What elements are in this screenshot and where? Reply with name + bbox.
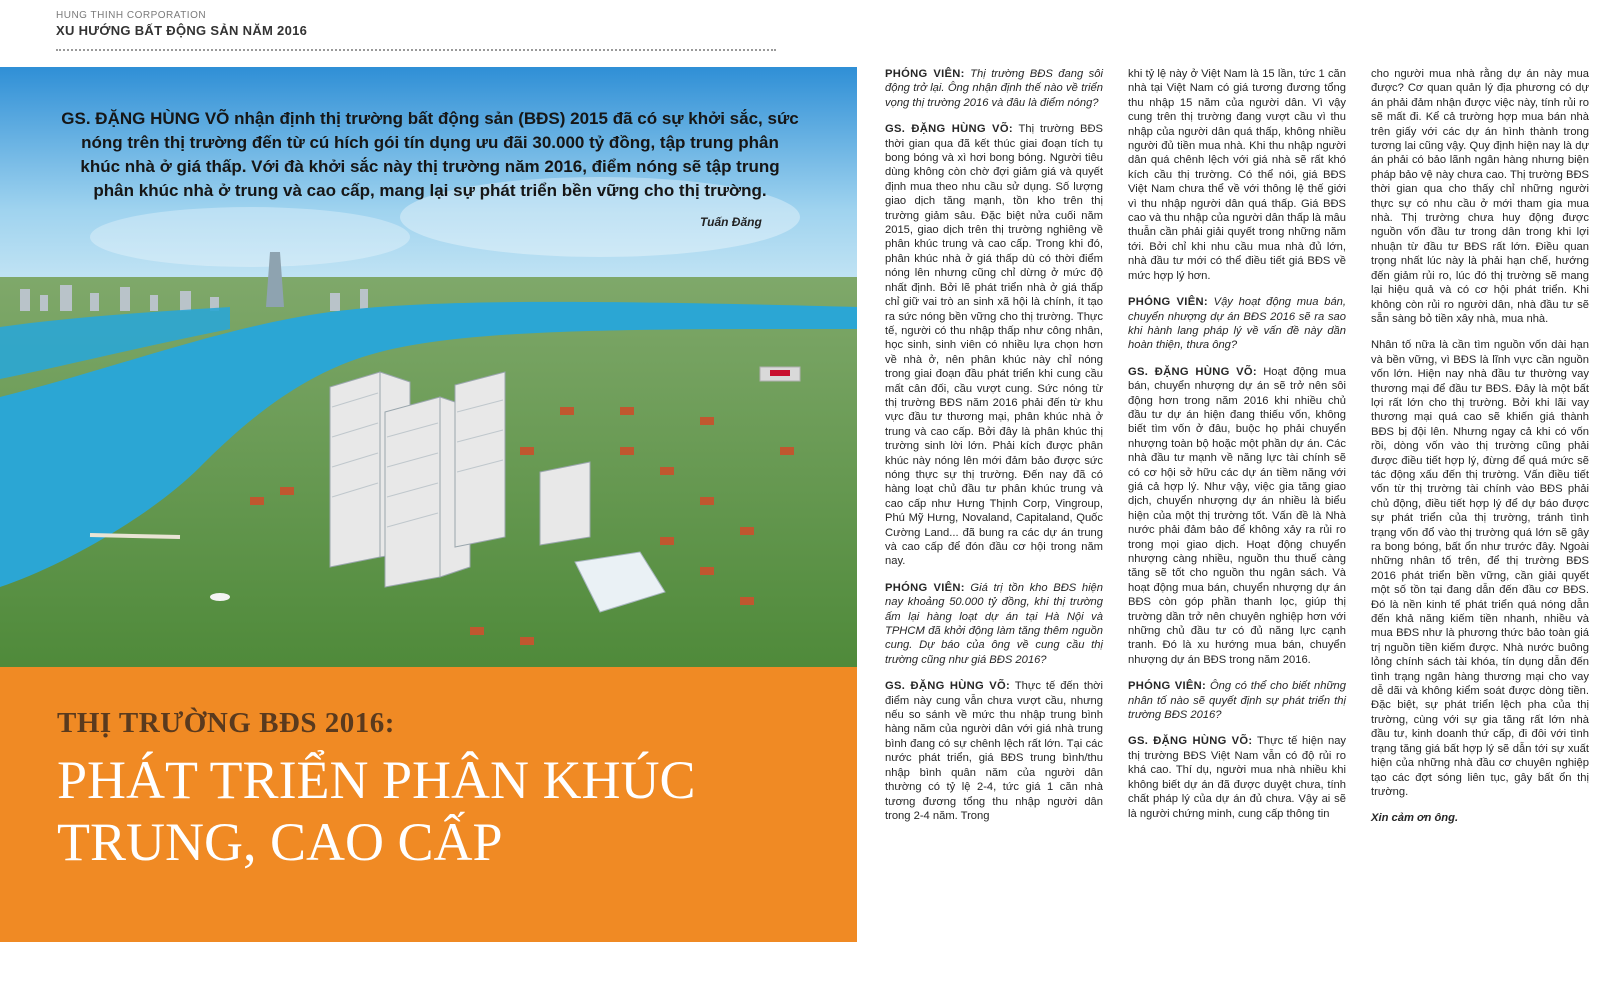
headline-block bbox=[0, 667, 857, 942]
question-1 bbox=[885, 67, 1103, 110]
answer-4-continued: cho người mua nhà rằng dự án này mua được? Cơ quan quản lý địa phương có dự án phải đảm nhận được việc này, tính rủi ro sẽ mất đi. Kể cả trường hợp mua bán nhà trên giấy với các dự án hình thành trong tương lai cũng vậy. Quy định hiện nay là dự án phải có bảo lãnh ngân hàng nhưng biện pháp bảo vệ này chưa cao. Thị trường BĐS thời gian qua cho thấy chỉ những người thực sự có nhu cầu ở mới tham gia mua nhà. Thị trường chưa huy động được nguồn vốn đầu tư trong dân trong khi lợi nhuận từ đầu tư BĐS rất lớn. Điều quan trọng nhất lúc này là phải hạn chế, hướng đến giảm rủi ro, lúc đó thị trường sẽ mang lại hiệu quả và có cơ hội phát triển. Khi không còn rủi ro người dân, nhà đầu tư sẽ sẵn sàng bỏ tiền xây nhà, mua nhà. bbox=[1371, 68, 1589, 325]
answer-2 bbox=[885, 679, 1103, 823]
closing-paragraph: Nhân tố nữa là cần tìm nguồn vốn dài hạn và bền vững, vì BĐS là lĩnh vực cần nguồn vốn lớn. Hiện nay nhà đầu tư thường vay thương mại để đầu tư BĐS. Đây là một bất lợi rất lớn cho thị trường. Bởi khi lãi vay thương mại quá cao sẽ khiến giá thành BĐS bị đội lên. Nhưng ngay cả khi có vốn rồi, dòng vốn vào thị trường cũng phải được điều tiết hợp lý, đừng để quá mức sẽ tác động xấu đến thị trường. Vấn điều tiết vốn từ thị trường tài chính vào BĐS phải chủ động, điều tiết hợp lý để dự báo được sự phát triển của thị trường, tránh tình trạng vốn đổ vào thị trường quá lớn sẽ gây ra bong bóng, bất ổn như trước đây. Ngoài những nhân tố trên, để thị trường BĐS 2016 phát triển bền vững, cần giải quyết một số tồn tại đang dẫn đến đầu cơ BĐS. Đó là nền kinh tế phát triển quá nóng dẫn đến khả năng kiếm tiền nhanh, nhiều và mua BĐS như là phương thức bảo toàn giá trị nguồn tiền kiếm được. Nhà nước buông lỏng chính sách tài khóa, tín dụng dẫn đến tình trạng ngân hàng thương mại cho vay dễ dãi và không kiểm soát được dòng tiền. Đặc biệt, sự phát triển lệch pha của thị trường, cùng với sự gia tăng rất lớn nhà đầu tư, kinh doanh thứ cấp, đi đôi với tình trạng tăng giá bất hợp lý sẽ dẫn tới sự xuất hiện của những nhà đầu cơ chuyên nghiệp tạo các đợt sóng liên tục, gây bất ổn thị trường. bbox=[1371, 339, 1589, 798]
article-column-3 bbox=[1371, 67, 1589, 838]
page-header bbox=[56, 10, 307, 38]
question-2 bbox=[885, 581, 1103, 667]
answer-4 bbox=[1128, 734, 1346, 820]
answer-1 bbox=[885, 122, 1103, 569]
expert-label: GS. ĐẶNG HÙNG VÕ: bbox=[1128, 365, 1257, 378]
boat bbox=[210, 593, 230, 601]
answer-text: Thực tế hiện nay thị trường BĐS Việt Nam vẫn có độ rủi ro khá cao. Thí dụ, người mua nhà nhiều khi không biết dự án đã được duyệt chưa, tính chất pháp lý của dự án đủ chưa. Vậy ai sẽ là người chứng minh, cung cấp thông tin bbox=[1128, 735, 1347, 820]
headline-kicker: THỊ TRƯỜNG BĐS 2016: bbox=[57, 707, 395, 739]
expert-label: GS. ĐẶNG HÙNG VÕ: bbox=[1128, 735, 1253, 748]
reporter-label: PHÓNG VIÊN: bbox=[885, 68, 965, 80]
answer-text: Thực tế đến thời điểm này cung vẫn chưa vượt cầu, nhưng nếu so sánh về mức thu nhập trung bình hàng năm của người dân với giá nhà trung bình đang có sự chênh lệch rất lớn. Tại các nước phát triển, giá BĐS trung bình/thu nhập bình quân năm của người dân thường có tỷ lệ 2-4, tức giá 1 căn nhà tương đương tổng thu nhập người dân trong 2-4 năm. Trong bbox=[885, 680, 1103, 822]
closing-thanks: Xin cảm ơn ông. bbox=[1371, 812, 1459, 825]
question-text: Vậy hoạt động mua bán, chuyển nhượng dự án BĐS 2016 sẽ ra sao khi hành lang pháp lý về vấn đề này dần hoàn thiện, thưa ông? bbox=[1128, 296, 1346, 352]
question-text: Giá trị tồn kho BĐS hiện nay khoảng 50.000 tỷ đồng, khi thị trường ấm lại hàng loạt dự án tại Hà Nội và TPHCM đã khởi động làm tăng thêm nguồn cung. Dự báo của ông về cung cầu thị trường cũng như giá BĐS 2016? bbox=[885, 581, 1104, 666]
expert-label: GS. ĐẶNG HÙNG VÕ: bbox=[885, 123, 1013, 136]
author-name: Tuấn Đăng bbox=[700, 215, 762, 229]
reporter-label: PHÓNG VIÊN: bbox=[1128, 680, 1207, 693]
question-text: Thị trường BĐS đang sôi động trở lại. Ông nhận định thế nào về triển vọng thị trường 2016 và đâu là điểm nóng? bbox=[885, 68, 1103, 109]
answer-2-continued: khi tỷ lệ này ở Việt Nam là 15 lần, tức 1 căn nhà tại Việt Nam có giá tương đương tổng thu nhập 15 năm của người dân. Vì vậy cung trên thị trường đang vượt cầu vì thu nhập của người dân quá thấp, không nhiều người đủ tiền mua nhà. Khi thu nhập người dân quá chênh lệch với giá nhà sẽ rất khó kích cầu thị trường. Có thể nói, giá BĐS Việt Nam chưa thể về với thông lệ thế giới vì thu nhập người dân quá thấp. Giá BĐS cao và thu nhập của người dân thấp là mâu thuẫn cần phải giải quyết trong những năm tới. Bởi chỉ khi nhu cầu mua nhà đủ lớn, nhà đầu tư mới có thể điều tiết giá BĐS về mức hợp lý hơn. bbox=[1128, 68, 1346, 282]
expert-label: GS. ĐẶNG HÙNG VÕ: bbox=[885, 680, 1011, 693]
reporter-label: PHÓNG VIÊN: bbox=[885, 581, 965, 594]
answer-text: Thị trường BĐS thời gian qua đã kết thúc giai đoạn tích tụ bong bóng và xì hơi bong bóng. Người tiêu dùng không còn chờ đợi giảm giá và quyết định mua theo nhu cầu sử dụng. Số lượng giao dịch tăng mạnh, tồn kho trên thị trường giảm sâu. Đặc biệt nửa cuối năm 2015, giao dịch trên thị trường nghiêng về phân khúc trung và cao cấp. Trong khi đó, phân khúc nhà ở giá thấp dù có thời điểm nóng lên nhưng cũng chỉ dừng ở mức độ nhất định. Bởi lẽ phát triển nhà ở giá thấp chỉ giữ vai trò an sinh xã hội là chính, ít tạo ra sức nóng bền vững cho thị trường. Thực tế, người có thu nhập thấp như công nhân, học sinh, sinh viên có nhiều lựa chọn hơn về nhà ở, nên phân khúc này chỉ nóng trong giai đoạn đầu phát triển khi cung cầu mất cân đối, cầu vượt cung. Sức nóng từ thị trường BĐS năm 2016 phải đến từ khu vực đầu tư thương mại, phân khúc nhà ở trung và cao cấp. Bởi đây là phân khúc thị trường sinh lời lớn. Phải kích được phân khúc này nóng lên mới đảm bảo được sức nóng thực sự thị trường. Đến nay đã có hàng loạt chủ đầu tư phân khúc trung và cao cấp như Hưng Thịnh Corp, Vingroup, Phú Mỹ Hưng, Novaland, Capitaland, Quốc Cường Land... đã bung ra các dự án trung và cao cấp để đón đầu cơ hội trong năm nay. bbox=[885, 123, 1103, 568]
article-column-2 bbox=[1128, 67, 1346, 833]
question-3 bbox=[1128, 295, 1346, 353]
dotted-divider bbox=[56, 49, 776, 51]
headline-line-1: PHÁT TRIỂN PHÂN KHÚC bbox=[57, 750, 696, 810]
headline-line-2: TRUNG, CAO CẤP bbox=[57, 812, 503, 872]
headline-title bbox=[57, 749, 696, 873]
question-4 bbox=[1128, 679, 1346, 722]
reporter-label: PHÓNG VIÊN: bbox=[1128, 296, 1208, 309]
answer-text: Hoạt động mua bán, chuyển nhượng dự án sẽ trở nên sôi động hơn trong năm 2016 khi nhiều chủ đầu tư dự án hiện đang thiếu vốn, không biết tìm vốn ở đâu, buộc họ phải chuyển nhượng toàn bộ hoặc một phần dự án. Các nhà đầu tư mạnh về năng lực tài chính sẽ có cơ hội sở hữu các dự án tiềm năng với giá cả hợp lý. Như vậy, việc gia tăng giao dịch, chuyển nhượng dự án nhiều là biểu hiện của một thị trường tốt. Vấn đề là Nhà nước phải đảm bảo để không xảy ra rủi ro trong mọi giao dịch. Hoạt động chuyển nhượng càng nhiều, nguồn thu thuế càng tăng sẽ tốt cho nguồn thu ngân sách. Và hoạt động mua bán, chuyển nhượng dự án BĐS còn góp phần thanh lọc, giúp thị trường dần trở nên chuyên nghiệp hơn với những chủ đầu tư có đủ năng lực cạnh tranh. Đó là xu hướng mua bán, chuyển nhượng dự án BĐS trong năm 2016. bbox=[1128, 365, 1347, 666]
section-title: XU HƯỚNG BẤT ĐỘNG SẢN NĂM 2016 bbox=[56, 23, 308, 38]
article-column-1 bbox=[885, 67, 1103, 835]
question-text: Ông có thể cho biết những nhân tố nào sẽ quyết định sự phát triển thị trường BĐS 2016? bbox=[1128, 680, 1347, 722]
hero-image bbox=[0, 67, 857, 667]
company-name: HUNG THINH CORPORATION bbox=[56, 10, 207, 21]
answer-3 bbox=[1128, 365, 1346, 668]
pier bbox=[90, 535, 180, 537]
lead-paragraph: GS. ĐẶNG HÙNG VÕ nhận định thị trường bất động sản (BĐS) 2015 đã có sự khởi sắc, sức nóng trên thị trường đến từ cú hích gói tín dụng ưu đãi 30.000 tỷ đồng, tập trung phân khúc nhà ở giá thấp. Với đà khởi sắc này thị trường năm 2016, điểm nóng sẽ tập trung phân khúc nhà ở trung và cao cấp, mang lại sự phát triển bền vững cho thị trường. bbox=[61, 109, 799, 200]
